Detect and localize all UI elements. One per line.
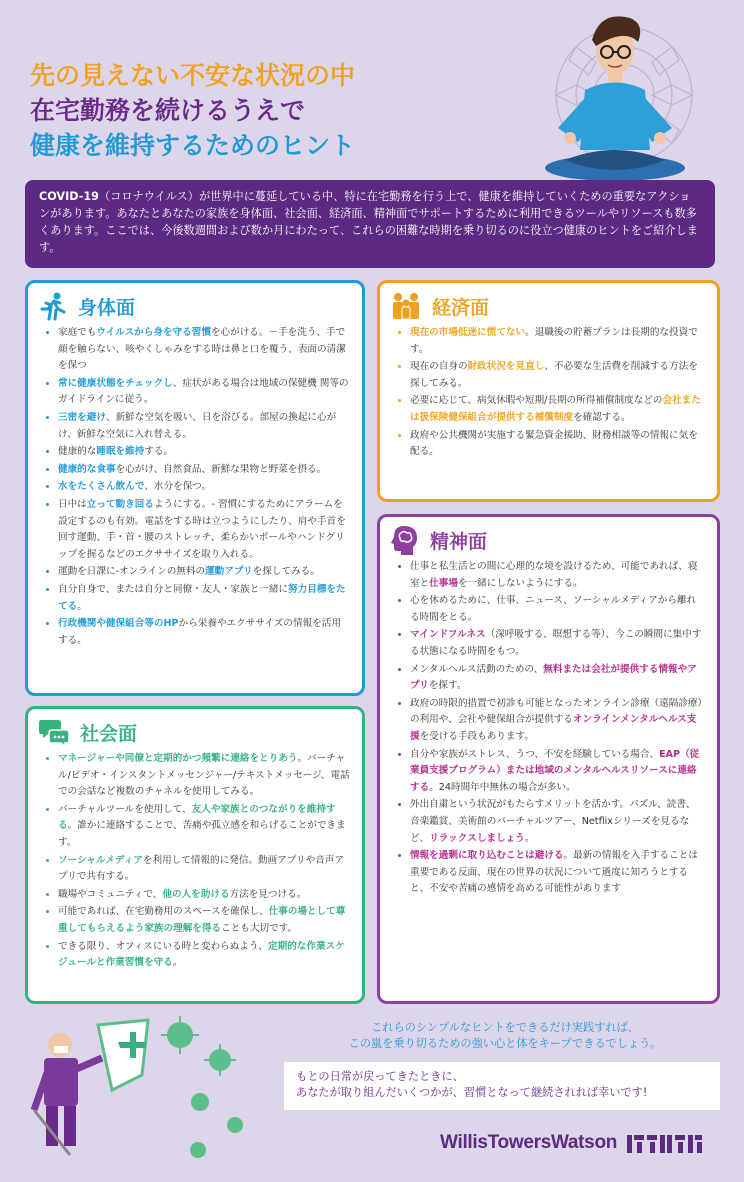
closing-line-1: これらのシンプルなヒントをできるだけ実践すれば、 bbox=[371, 1021, 639, 1034]
mental-section bbox=[377, 514, 720, 1004]
list-item: • 現在の自身の財政状況を見直し、不必要な生活費を削減する方法を探してみる。 bbox=[410, 359, 705, 392]
list-item: • マネージャーや同僚と定期的かつ頻繁に連絡をとりあう。バーチャル/ビデオ・インスタントメッセンジャー/テキストメッセージ、電話での会話など複数のチャネルを使用してみる。 bbox=[58, 751, 350, 801]
list-item: • 行政機関や健保組合等のHPから栄養やエクササイズの情報を活用する。 bbox=[58, 616, 350, 649]
list-item: • メンタルヘルス活動のための、無料または会社が提供する情報やアプリを探す。 bbox=[410, 662, 705, 695]
list-item: • 現在の市場低迷に慌てない。退職後の貯蓄プランは長期的な投資です。 bbox=[410, 325, 705, 358]
physical-heading: 身体面 bbox=[78, 296, 136, 319]
list-item: • バーチャルツールを使用して、友人や家族とのつながりを維持する。誰かに連絡することで、苦痛や孤立感を和らげることができます。 bbox=[58, 802, 350, 852]
list-item: • 外出自粛という状況がもたらすメリットを活かす。パズル、読書、音楽鑑賞、美術館のバーチャルツアー、Netflixシリーズを見るなど、リラックスしましょう。 bbox=[410, 797, 705, 847]
list-item: • 水をたくさん飲んで、水分を保つ。 bbox=[58, 479, 350, 496]
running-person-icon bbox=[38, 291, 68, 321]
closing-line-2: この嵐を乗り切るための強い心と体をキープできるでしょう。 bbox=[348, 1037, 662, 1050]
closing-box-line-2: あなたが取り組んだいくつかが、習慣となって継続されれば幸いです! bbox=[296, 1086, 648, 1099]
logo-mark-icon bbox=[627, 1133, 703, 1153]
intro-text: （コロナウイルス）が世界中に蔓延している中、特に在宅勤務を行う上で、健康を維持していくための重要なアクションがあります。あなたとあなたの家族を身体面、社会面、経済面、精神面でサポートするために利用できるツールやリソースも数多くあります。ここでは、今後数週間および数か月にわたって、これらの困難な時期を乗り切るのに役立つ健康のヒントをご紹介します。 bbox=[39, 190, 698, 254]
list-item: • 可能であれば、在宅勤務用のスペースを確保し、仕事の場として尊重してもらえるよう家族の理解を得ることも大切です。 bbox=[58, 904, 350, 937]
closing-message bbox=[285, 1020, 725, 1052]
physical-header bbox=[38, 289, 350, 323]
logo-text: WillisTowersWatson bbox=[440, 1132, 618, 1153]
social-list bbox=[38, 751, 350, 972]
list-item: • 仕事と私生活との間に心理的な境を設けるため、可能であれば、寝室と仕事場を一緒にしないようにする。 bbox=[410, 559, 705, 592]
intro-paragraph bbox=[25, 180, 715, 268]
virus-icon bbox=[167, 1022, 243, 1158]
list-item: • ソーシャルメディアを利用して情報的に発信。動画アプリや音声アプリで共有する。 bbox=[58, 853, 350, 886]
closing-box-line-1: もとの日常が戻ってきたときに、 bbox=[296, 1070, 464, 1083]
company-logo bbox=[440, 1132, 703, 1154]
social-heading: 社会面 bbox=[80, 722, 138, 745]
list-item: • 情報を過剰に取り込むことは避ける。最新の情報を入手することは重要である反面、現在の世界の状況について過度に知ろうとすると、不安や苦痛の感情を高める可能性があります bbox=[410, 848, 705, 898]
list-item: • 政府や公共機関が実施する緊急資金援助、財務相談等の情報に気を配る。 bbox=[410, 428, 705, 461]
meditating-person-illustration bbox=[530, 10, 700, 185]
list-item: • 常に健康状態をチェックし、症状がある場合は地域の保健機 関等のガイドラインに従う。 bbox=[58, 376, 350, 409]
mental-heading: 精神面 bbox=[430, 530, 488, 553]
list-item: • 家庭でもウイルスから身を守る習慣を心がける。－手を洗う、手で顔を触らない、咳やくしゃみをする時は鼻と口を覆う、表面の清潔を保つ bbox=[58, 325, 350, 375]
virus-fighter-illustration bbox=[30, 1010, 260, 1170]
list-item: • 必要に応じて、病気休暇や短期/長期の所得補償制度などの会社または扱保険健保組合が提供する補償制度を確認する。 bbox=[410, 393, 705, 426]
head-brain-icon bbox=[390, 524, 420, 556]
social-header bbox=[38, 715, 350, 749]
mental-header bbox=[390, 523, 705, 557]
physical-section bbox=[25, 280, 365, 696]
list-item: • 職場やコミュニティで、他の人を助ける方法を見つける。 bbox=[58, 887, 350, 904]
list-item: • 日中は立って動き回るようにする。- 習慣にするためにアラームを設定するのも有効。電話をする時は立つようにしたり、肩や手首を回す運動、手・首・腰のストレッチ、柔らかいボールやハンドグリップを握るなどのエクササイズを取り入れる。 bbox=[58, 497, 350, 563]
intro-lead: COVID-19 bbox=[39, 190, 99, 203]
list-item: • 健康的な睡眠を維持する。 bbox=[58, 444, 350, 461]
family-group-icon bbox=[390, 291, 422, 321]
economic-list bbox=[390, 325, 705, 461]
list-item: • 健康的な食事を心がけ、自然食品、新鮮な果物と野菜を摂る。 bbox=[58, 462, 350, 479]
physical-list bbox=[38, 325, 350, 649]
title-line-2: 在宅勤務を続けるうえで bbox=[30, 96, 306, 125]
mental-list bbox=[390, 559, 705, 898]
list-item: • マインドフルネス（深呼吸する、瞑想する等）、今この瞬間に集中する状態になる時間をもつ。 bbox=[410, 627, 705, 660]
chat-bubbles-icon bbox=[38, 717, 70, 747]
list-item: • できる限り、オフィスにいる時と変わらぬよう、定期的な作業スケジュールと作業習慣を守る。 bbox=[58, 939, 350, 972]
economic-heading: 経済面 bbox=[432, 296, 490, 319]
list-item: • 三密を避け、新鮮な空気を吸い、日を浴びる。部屋の換起に心がけ、新鮮な空気に入れ替える。 bbox=[58, 410, 350, 443]
page-title bbox=[30, 58, 355, 163]
closing-box bbox=[284, 1062, 720, 1110]
economic-header bbox=[390, 289, 705, 323]
economic-section bbox=[377, 280, 720, 502]
list-item: • 自分自身で、または自分と同僚・友人・家族と一緒に努力目標をたてる。 bbox=[58, 582, 350, 615]
title-line-3: 健康を維持するためのヒント bbox=[30, 131, 356, 160]
list-item: • 自分や家族がストレス、うつ、不安を経験している場合、EAP（従業員支援プログラム）または地域のメンタルヘルスリソースに連絡する。24時間年中無休の場合が多い。 bbox=[410, 747, 705, 797]
list-item: • 運動を日課に-オンラインの無料の運動アプリを探してみる。 bbox=[58, 564, 350, 581]
social-section bbox=[25, 706, 365, 1004]
list-item: • 心を休めるために、仕事、ニュース、ソーシャルメディアから離れる時間をとる。 bbox=[410, 593, 705, 626]
list-item: • 政府の時限的措置で初診も可能となったオンライン診療（遠隔診療）の利用や、会社や健保組合が提供するオンラインメンタルヘルス支援を受ける手段もあります。 bbox=[410, 696, 705, 746]
title-line-1: 先の見えない不安な状況の中 bbox=[30, 61, 356, 90]
